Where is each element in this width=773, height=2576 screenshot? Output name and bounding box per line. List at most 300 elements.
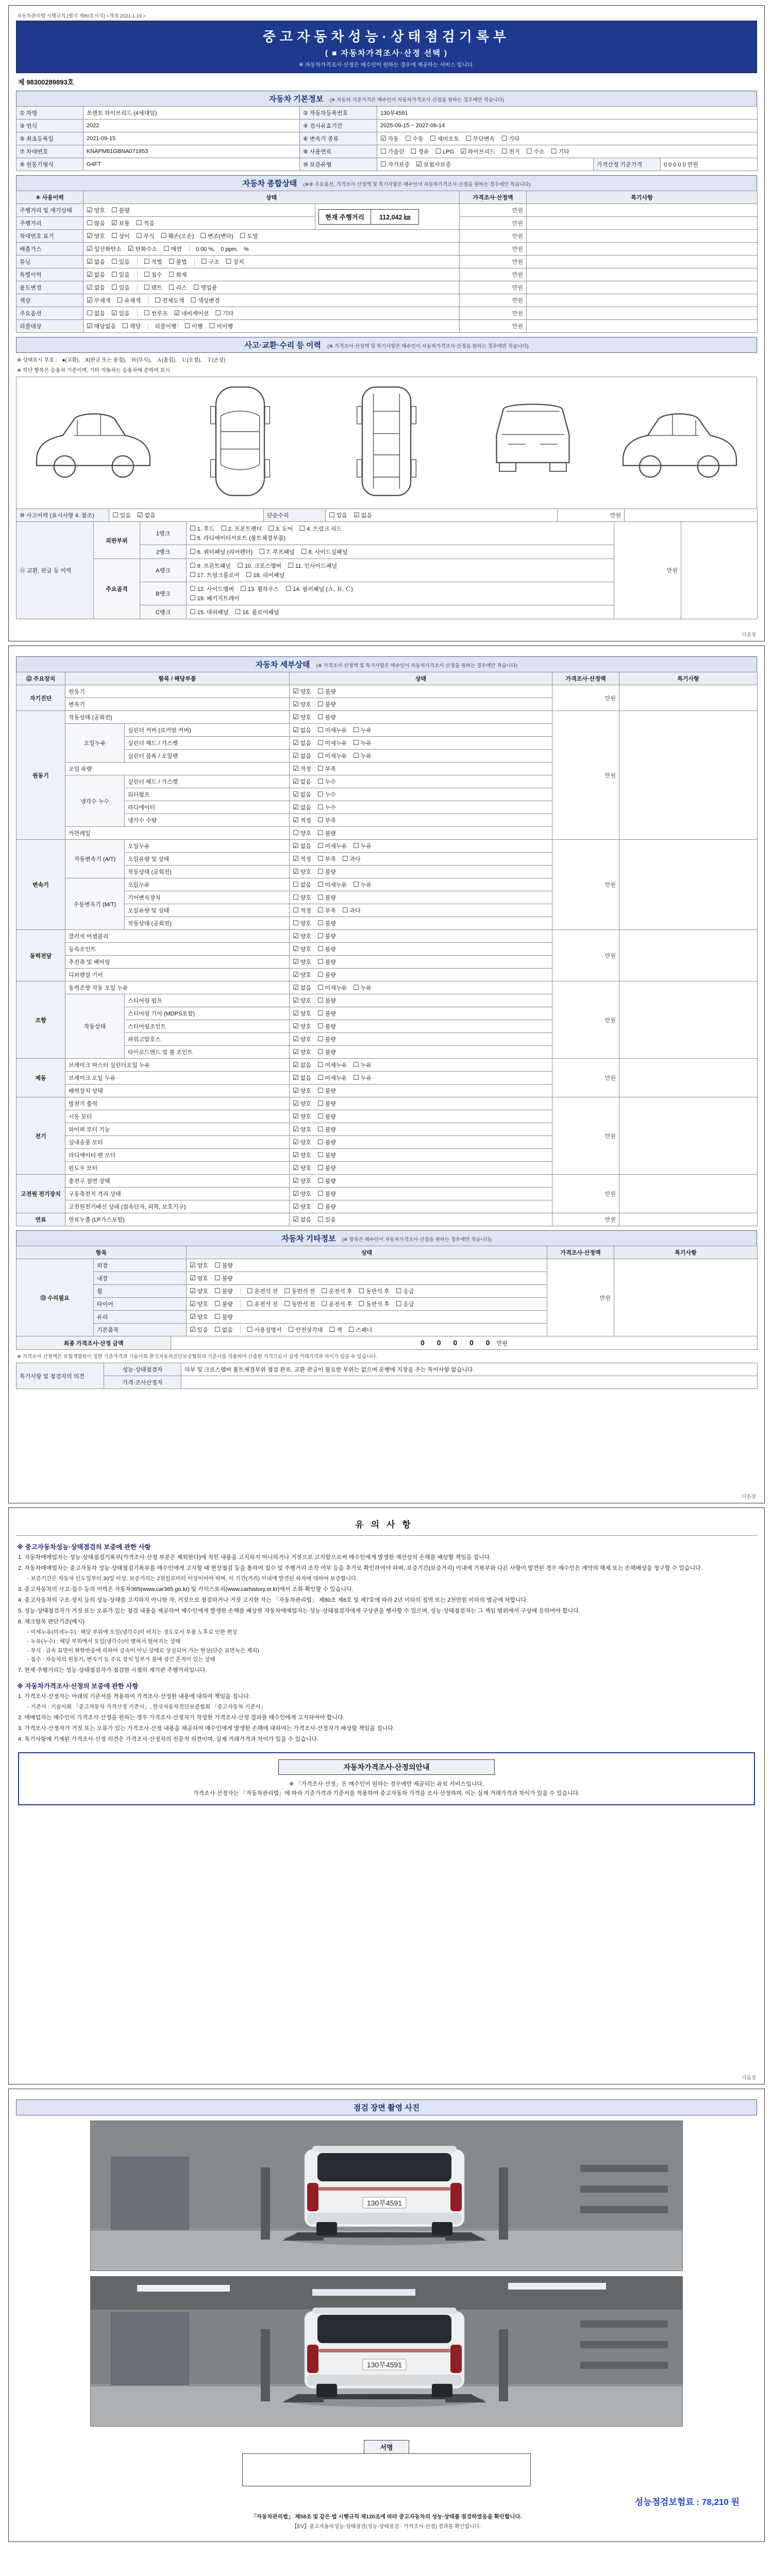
state-cell (83, 230, 460, 243)
checkbox-option[interactable] (354, 511, 372, 519)
checkbox-option[interactable] (293, 1177, 311, 1185)
checkbox-option[interactable] (169, 258, 187, 266)
checkbox-unchecked-icon: ☐ (465, 134, 472, 142)
checkbox-option[interactable] (293, 829, 311, 837)
checkbox-label: 누유 (360, 985, 372, 991)
checkbox-option[interactable] (87, 219, 105, 227)
checkbox-option[interactable] (293, 739, 311, 747)
checkbox-option[interactable] (137, 511, 156, 519)
checkbox-option[interactable] (161, 232, 194, 240)
checkbox-option[interactable] (293, 765, 311, 773)
notice-part-a-body (16, 1553, 757, 1675)
checkbox-option[interactable] (285, 585, 353, 593)
state-cell (290, 1175, 552, 1188)
checkbox-option[interactable] (87, 309, 105, 317)
checkbox-checked-icon: ☑ (111, 309, 117, 317)
checkbox-option[interactable] (247, 1326, 282, 1334)
checkbox-option[interactable] (214, 1261, 233, 1269)
checkbox-option[interactable] (293, 1112, 311, 1121)
checkbox-option[interactable] (353, 739, 372, 747)
checkbox-group (87, 258, 136, 266)
checkbox-option[interactable] (317, 816, 336, 824)
checkbox-option[interactable] (190, 548, 253, 556)
amount-cell: 만원 (552, 840, 619, 930)
checkbox-option[interactable] (288, 1326, 323, 1334)
checkbox-option[interactable] (342, 906, 361, 914)
checkbox-option[interactable] (317, 868, 336, 876)
checkbox-option[interactable] (317, 932, 336, 940)
state-cell (290, 1020, 552, 1033)
checkbox-option[interactable] (111, 283, 130, 292)
state-cell (290, 1007, 552, 1020)
detail-row (16, 711, 758, 724)
checkbox-option[interactable] (293, 1164, 311, 1172)
checkbox-option[interactable] (144, 283, 162, 292)
etc-item-label: 내장 (94, 1272, 187, 1285)
checkbox-option[interactable] (293, 687, 311, 696)
checkbox-option[interactable] (87, 206, 105, 214)
checkbox-option[interactable] (317, 829, 336, 837)
checkbox-option[interactable] (87, 270, 105, 279)
rank-items (187, 559, 614, 582)
checkbox-option[interactable] (190, 296, 220, 304)
checkbox-label: 양호 (300, 1114, 311, 1120)
checkbox-option[interactable] (353, 752, 372, 760)
checkbox-option[interactable] (342, 855, 361, 863)
checkbox-option[interactable] (405, 134, 424, 143)
checkbox-option[interactable] (353, 842, 372, 850)
checkbox-label: 양호 (300, 1024, 311, 1030)
checkbox-option[interactable] (190, 608, 229, 616)
checkbox-option[interactable] (430, 134, 459, 143)
checkbox-option[interactable] (293, 1202, 311, 1211)
state-cell (290, 917, 552, 930)
checkbox-option[interactable] (293, 1138, 311, 1146)
checkbox-label: 도말 (247, 233, 258, 240)
checkbox-option[interactable] (317, 984, 347, 992)
checkbox-option[interactable] (317, 919, 336, 927)
notice-item: 2. 매매업자는 매수인이 가격조사·산정을 원하는 경우 가격조사·산정자가 작성한 가격조사·산정 결과를 매수인에게 고지하여야 합니다. (18, 1714, 345, 1721)
checkbox-option[interactable] (293, 1190, 311, 1198)
state-cell (83, 307, 460, 320)
checkbox-option[interactable] (293, 1009, 311, 1018)
checkbox-option[interactable] (329, 511, 347, 519)
page-1 (8, 5, 765, 641)
checkbox-option[interactable] (87, 296, 111, 304)
checkbox-option[interactable] (190, 1261, 208, 1269)
section-basic-info-note: (※ 자동차 기준가격은 매수인이 자동차가격조사·산정을 원하는 경우에만 적습니다) (329, 97, 505, 103)
amount-cell: 만원 (552, 1213, 619, 1226)
checkbox-option[interactable] (501, 147, 520, 156)
checkbox-option[interactable] (87, 322, 116, 330)
checkbox-group (293, 893, 342, 902)
mileage-value: 112,042 ㎞ (379, 213, 411, 221)
checkbox-option[interactable] (240, 585, 279, 593)
device-label: 고전원 전기장치 (16, 1175, 65, 1213)
checkbox-option[interactable] (435, 147, 454, 156)
checkbox-option[interactable] (293, 1074, 311, 1082)
car-damage-diagrams (16, 377, 757, 509)
checkbox-option[interactable] (293, 971, 311, 979)
checkbox-unchecked-icon: ☐ (190, 548, 196, 555)
item-label: 오일누유 (125, 840, 290, 853)
checkbox-option[interactable] (144, 309, 168, 317)
checkbox-option[interactable] (396, 1287, 414, 1295)
checkbox-option[interactable] (317, 765, 336, 773)
checkbox-option[interactable] (247, 1300, 278, 1308)
checkbox-option[interactable] (155, 296, 184, 304)
checkbox-option[interactable] (317, 790, 336, 799)
checkbox-label: 불량 (325, 1153, 336, 1159)
checkbox-option[interactable] (317, 1022, 336, 1030)
checkbox-option[interactable] (317, 842, 347, 850)
checkbox-option[interactable] (321, 1287, 352, 1295)
checkbox-option[interactable] (317, 1164, 336, 1172)
checkbox-option[interactable] (359, 1300, 390, 1308)
checkbox-option[interactable] (317, 1138, 336, 1146)
checkbox-option[interactable] (122, 322, 141, 330)
checkbox-option[interactable] (190, 534, 285, 542)
checkbox-option[interactable] (226, 258, 244, 266)
checkbox-option[interactable] (317, 893, 336, 902)
checkbox-option[interactable] (317, 1074, 347, 1082)
checkbox-group (293, 752, 378, 760)
checkbox-unchecked-icon: ☐ (268, 524, 274, 532)
checkbox-option[interactable] (209, 322, 233, 330)
checkbox-checked-icon: ☑ (293, 1190, 299, 1197)
checkbox-option[interactable] (317, 739, 347, 747)
overall-row (16, 268, 758, 281)
checkbox-option[interactable] (317, 958, 336, 966)
checkbox-option[interactable] (353, 1061, 372, 1069)
checkbox-option[interactable] (128, 245, 157, 253)
checkbox-option[interactable] (190, 585, 234, 593)
checkbox-option[interactable] (321, 1300, 352, 1308)
checkbox-option[interactable] (293, 713, 311, 721)
checkbox-option[interactable] (353, 1074, 372, 1082)
device-label: 원동기 (16, 711, 65, 840)
col-detail-amount: 가격조사·산정액 (552, 672, 619, 685)
checkbox-option[interactable] (169, 270, 187, 279)
checkbox-option[interactable] (259, 548, 294, 556)
checkbox-unchecked-icon: ☐ (317, 1009, 324, 1017)
checkbox-group (87, 322, 147, 330)
inspection-fee-value: 78,210 원 (701, 2497, 740, 2507)
checkbox-option[interactable] (526, 147, 545, 156)
checkbox-option[interactable] (144, 270, 162, 279)
checkbox-option[interactable] (190, 524, 214, 533)
item-label: 연료누출 (LP가스포함) (65, 1213, 290, 1226)
checkbox-option[interactable] (293, 726, 311, 734)
checkbox-option[interactable] (293, 1151, 311, 1159)
checkbox-option[interactable] (284, 1287, 315, 1295)
checkbox-unchecked-icon: ☐ (317, 1112, 324, 1120)
inspection-photo-1 (90, 2121, 683, 2271)
checkbox-label: LPG (443, 149, 455, 155)
checkbox-option[interactable] (214, 1313, 233, 1321)
checkbox-option[interactable] (329, 1326, 342, 1334)
checkbox-option[interactable] (111, 206, 130, 214)
checkbox-option[interactable] (317, 1112, 336, 1121)
checkbox-unchecked-icon: ☐ (358, 1300, 365, 1308)
checkbox-option[interactable] (380, 160, 410, 168)
checkbox-option[interactable] (293, 752, 311, 760)
checkbox-option[interactable] (317, 687, 336, 696)
amount-cell: 만원 (460, 320, 527, 333)
checkbox-option[interactable] (317, 803, 336, 811)
checkbox-option[interactable] (317, 700, 336, 708)
checkbox-option[interactable] (214, 1274, 233, 1282)
amount-cell: 만원 (460, 204, 527, 217)
checkbox-option[interactable] (317, 713, 336, 721)
checkbox-label: 미이행 (216, 324, 233, 330)
checkbox-label: 불량 (222, 1289, 233, 1295)
checkbox-option[interactable] (317, 945, 336, 953)
checkbox-option[interactable] (293, 996, 311, 1005)
checkbox-checked-icon: ☑ (293, 803, 299, 811)
checkbox-option[interactable] (293, 880, 311, 889)
checkbox-group (87, 270, 136, 279)
checkbox-option[interactable] (317, 971, 336, 979)
checkbox-option[interactable] (136, 232, 155, 240)
checkbox-option[interactable] (293, 906, 311, 914)
checkbox-option[interactable] (317, 1087, 336, 1095)
checkbox-option[interactable] (317, 1190, 336, 1198)
checkbox-option[interactable] (87, 245, 122, 253)
checkbox-option[interactable] (117, 296, 141, 304)
checkbox-option[interactable] (190, 594, 240, 602)
checkbox-option[interactable] (190, 1326, 208, 1334)
checkbox-option[interactable] (293, 932, 311, 940)
checkbox-option[interactable] (293, 868, 311, 876)
checkbox-option[interactable] (551, 147, 569, 156)
checkbox-option[interactable] (237, 562, 281, 570)
checkbox-label: 불량 (222, 1263, 233, 1269)
checkbox-label: 없음 (300, 882, 311, 888)
checkbox-label: 매연 (171, 246, 182, 252)
simple-repair-label: 단순수리 (264, 509, 326, 522)
checkbox-unchecked-icon: ☐ (299, 524, 305, 532)
checkbox-option[interactable] (348, 1326, 373, 1334)
checkbox-option[interactable] (190, 1313, 208, 1321)
checkbox-option[interactable] (317, 906, 336, 914)
checkbox-option[interactable] (190, 1287, 208, 1295)
checkbox-option[interactable] (293, 958, 311, 966)
checkbox-option[interactable] (317, 1099, 336, 1108)
rank-items (187, 545, 614, 559)
notice-part-b-body (16, 1692, 757, 1744)
checkbox-group (380, 147, 576, 156)
checkbox-checked-icon: ☑ (190, 1313, 196, 1320)
checkbox-option[interactable] (214, 1326, 233, 1334)
checkbox-option[interactable] (293, 803, 311, 811)
checkbox-checked-icon: ☑ (293, 1112, 299, 1120)
remark-cell (681, 522, 758, 619)
checkbox-option[interactable] (460, 147, 495, 156)
checkbox-option[interactable] (174, 309, 209, 317)
checkbox-label: 양호 (300, 1088, 311, 1094)
checkbox-option[interactable] (136, 219, 155, 227)
checkbox-option[interactable] (293, 700, 311, 708)
checkbox-option[interactable] (200, 232, 233, 240)
checkbox-option[interactable] (111, 309, 130, 317)
checkbox-option[interactable] (144, 258, 162, 266)
checkbox-option[interactable] (353, 880, 372, 889)
checkbox-option[interactable] (112, 511, 131, 519)
checkbox-unchecked-icon: ☐ (116, 296, 123, 304)
checkbox-option[interactable] (268, 524, 293, 533)
remark-cell (527, 281, 758, 294)
checkbox-option[interactable] (87, 258, 105, 266)
checkbox-option[interactable] (87, 232, 105, 240)
checkbox-label: 양호 (300, 715, 311, 721)
checkbox-unchecked-icon: ☐ (317, 919, 324, 927)
checkbox-option[interactable] (184, 322, 203, 330)
checkbox-option[interactable] (317, 777, 336, 786)
checkbox-group (190, 1261, 239, 1269)
checkbox-option[interactable] (240, 232, 258, 240)
item-label: 라디에이터 (125, 801, 290, 814)
checkbox-checked-icon: ☑ (293, 932, 299, 940)
checkbox-option[interactable] (293, 945, 311, 953)
checkbox-option[interactable] (111, 258, 130, 266)
checkbox-option[interactable] (293, 790, 311, 799)
checkbox-group (240, 1326, 378, 1334)
checkbox-option[interactable] (293, 842, 311, 850)
checkbox-option[interactable] (501, 134, 519, 143)
checkbox-label: 9. 프론트패널 (197, 563, 231, 569)
col-detail-state: 상태 (290, 672, 552, 685)
checkbox-option[interactable] (353, 984, 372, 992)
checkbox-label: 누유 (360, 1075, 372, 1081)
checkbox-label: 8. 사이드실패널 (308, 549, 348, 555)
notice-item: 6. 체크항목 판단기준(예시) (18, 1618, 85, 1625)
item-label: 브레이크 마스터 실린더오일 누유 (65, 1059, 290, 1072)
checkbox-group (190, 1274, 239, 1282)
document-number-prefix: 제 (18, 78, 25, 86)
checkbox-option[interactable] (190, 1274, 208, 1282)
section-accident-header (16, 337, 757, 353)
overall-row (16, 320, 758, 333)
checkbox-option[interactable] (380, 134, 399, 143)
signature-field[interactable] (242, 2453, 531, 2486)
col-etc-amount: 가격조사·산정액 (547, 1246, 614, 1259)
checkbox-option[interactable] (201, 258, 220, 266)
checkbox-option[interactable] (190, 562, 231, 570)
checkbox-option[interactable] (317, 752, 347, 760)
checkbox-option[interactable] (317, 1061, 347, 1069)
checkbox-option[interactable] (293, 855, 311, 863)
checkbox-option[interactable] (317, 726, 347, 734)
checkbox-option[interactable] (169, 283, 187, 292)
item-label: 클러치 어셈블리 (65, 930, 290, 943)
checkbox-option[interactable] (317, 855, 336, 863)
checkbox-option[interactable] (317, 1177, 336, 1185)
checkbox-option[interactable] (416, 160, 451, 168)
photo-suv-on-lift (91, 2121, 683, 2271)
checkbox-option[interactable] (380, 147, 405, 156)
checkbox-option[interactable] (111, 270, 130, 279)
checkbox-option[interactable] (317, 1202, 336, 1211)
etc-item-label: 기본품목 (94, 1324, 187, 1336)
checkbox-option[interactable] (190, 571, 240, 579)
checkbox-option[interactable] (293, 1048, 311, 1056)
checkbox-option[interactable] (317, 996, 336, 1005)
checkbox-option[interactable] (359, 1287, 390, 1295)
checkbox-option[interactable] (299, 524, 342, 533)
checkbox-option[interactable] (214, 1287, 233, 1295)
checkbox-option[interactable] (293, 984, 311, 992)
checkbox-option[interactable] (317, 880, 347, 889)
part-group-label: 주요골격 (94, 559, 140, 619)
checkbox-option[interactable] (87, 283, 105, 292)
checkbox-unchecked-icon: ☐ (168, 283, 175, 291)
checkbox-option[interactable] (235, 608, 279, 616)
checkbox-option[interactable] (317, 1035, 336, 1043)
checkbox-option[interactable] (247, 1287, 278, 1295)
checkbox-unchecked-icon: ☐ (317, 700, 324, 708)
checkbox-checked-icon: ☑ (293, 1061, 299, 1069)
checkbox-option[interactable] (293, 893, 311, 902)
checkbox-option[interactable] (246, 571, 285, 579)
notice-item: 4. 중고자동차의 구조·장치 등의 성능·상태를 고지하지 아니한 자, 거짓으로 점검하거나 거짓 고지한 자는 「자동차관리법」 제80조 제6호 및 제7호에 따라 2년 이하의 징역 또는 2천만원 이하의 벌금에 처합니다. (18, 1597, 528, 1603)
checkbox-option[interactable] (317, 1048, 336, 1056)
checkbox-option[interactable] (288, 562, 337, 570)
checkbox-option[interactable] (111, 232, 130, 240)
checkbox-option[interactable] (284, 1300, 315, 1308)
checkbox-option[interactable] (214, 1300, 233, 1308)
checkbox-option[interactable] (293, 1099, 311, 1108)
checkbox-option[interactable] (221, 524, 262, 533)
checkbox-option[interactable] (396, 1300, 414, 1308)
checkbox-unchecked-icon: ☐ (143, 258, 150, 265)
notice-item: 7. 현재 주행거리는 성능·상태점검자가 점검한 시점의 계기판 주행거리입니다. (18, 1667, 207, 1674)
checkbox-option[interactable] (190, 1300, 208, 1308)
checkbox-option[interactable] (317, 1125, 336, 1133)
checkbox-group (293, 971, 342, 979)
checkbox-unchecked-icon: ☐ (317, 829, 324, 837)
checkbox-option[interactable] (193, 283, 217, 292)
checkbox-option[interactable] (293, 777, 311, 786)
checkbox-option[interactable] (293, 919, 311, 927)
checkbox-option[interactable] (317, 1151, 336, 1159)
checkbox-option[interactable] (317, 1215, 336, 1224)
checkbox-label: 적정 (300, 908, 311, 914)
field-label: ⑧ 사용연료 (300, 145, 377, 158)
checkbox-option[interactable] (293, 1022, 311, 1030)
checkbox-option[interactable] (411, 147, 429, 156)
checkbox-option[interactable] (293, 1087, 311, 1095)
state-cell (83, 281, 460, 294)
remark-author: 성능·상태점검자 (104, 1363, 181, 1376)
checkbox-label: 운전석 후 (328, 1301, 352, 1308)
checkbox-option[interactable] (163, 245, 182, 253)
checkbox-option[interactable] (465, 134, 495, 143)
checkbox-option[interactable] (317, 1009, 336, 1018)
checkbox-option[interactable] (293, 1125, 311, 1133)
checkbox-option[interactable] (293, 1215, 311, 1224)
checkbox-option[interactable] (215, 309, 233, 317)
checkbox-label: 없음 (94, 259, 105, 265)
checkbox-unchecked-icon: ☐ (317, 687, 324, 695)
checkbox-option[interactable] (111, 219, 130, 227)
checkbox-option[interactable] (293, 1061, 311, 1069)
checkbox-option[interactable] (353, 726, 372, 734)
checkbox-option[interactable] (293, 816, 311, 824)
checkbox-checked-icon: ☑ (293, 1125, 299, 1133)
checkbox-option[interactable] (293, 1035, 311, 1043)
checkbox-option[interactable] (301, 548, 348, 556)
